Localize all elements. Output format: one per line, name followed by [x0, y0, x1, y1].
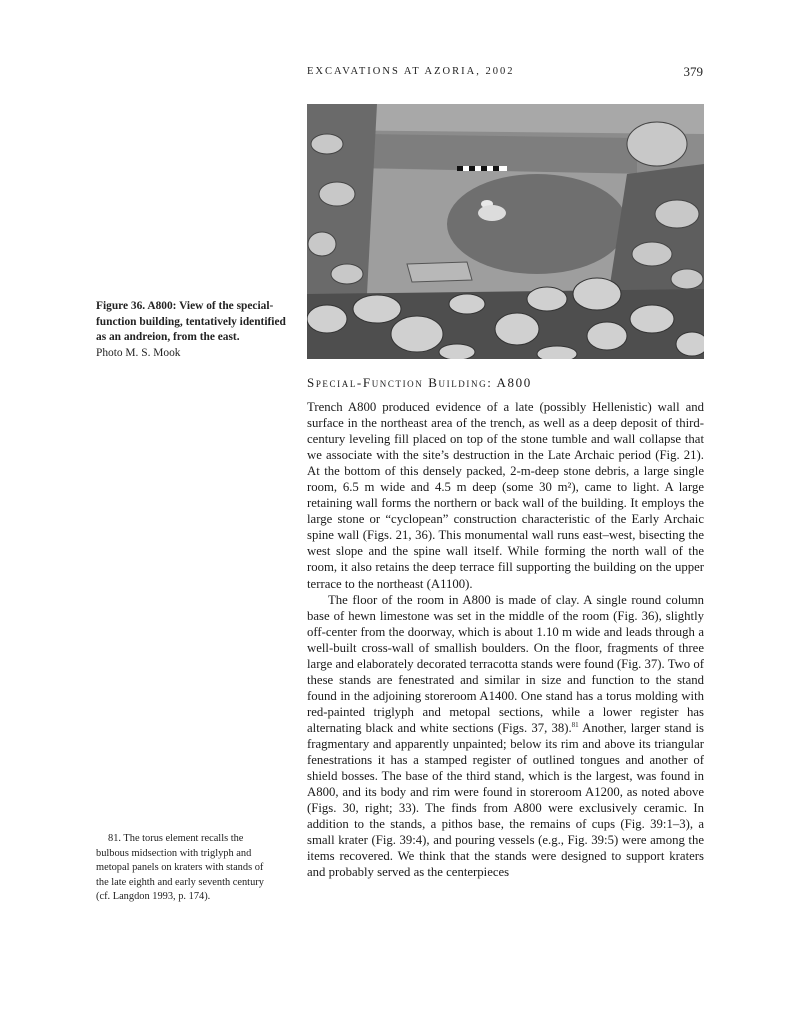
- caption-title: Figure 36. A800: View of the special-function building, tentatively identified as an andreion, from the east.: [96, 300, 286, 343]
- caption-credit: Photo M. S. Mook: [96, 346, 181, 359]
- footnote: [96, 832, 264, 905]
- paragraph-2: [307, 592, 704, 881]
- running-head: EXCAVATIONS AT AZORIA, 2002: [307, 66, 515, 77]
- figure-caption: [96, 299, 286, 361]
- excavation-photo: [307, 104, 704, 359]
- paragraph-2-text: The floor of the room in A800 is made of clay. A single round column base of hewn limestone was set in the middle of the room (Fig. 36), slightly off-center from the doorway, which is about 1.10 m wide and leads through a well-built cross-wall of smallish boulders. On the floor, fragments of three large and elaborately decorated terracotta stands were found (Fig. 37). Two of these stands are fenestrated and similar in size and function to the stand found in the adjoining storeroom A1400. One stand has a torus molding with red-painted triglyph and metopal sections, while a lower register has alternating black and white sections (Figs. 37, 38).: [307, 592, 704, 735]
- paragraph-1: Trench A800 produced evidence of a late (possibly Hellenistic) wall and surface in the northeast area of the trench, as well as a deep deposit of third-century leveling fill placed on top of the stone tumble and wall collapse that we associate with the site’s destruction in the Late Archaic period (Fig. 21). At the bottom of this densely packed, 2-m-deep stone debris, a large single room, 6.5 m wide and 4.5 m deep (some 30 m²), came to light. A large retaining wall forms the northern or back wall of the building. It employs the large stone or “cyclopean” construction characteristic of the Early Archaic spine wall (Figs. 21, 36). This monumental wall runs east–west, bisecting the west slope and the spine wall itself. While forming the north wall of the room, it also retains the deep terrace fill supporting the building on the upper terrace to the northeast (A1100).: [307, 400, 704, 591]
- page-number: 379: [683, 64, 703, 79]
- footnote-ref: 81: [571, 720, 579, 729]
- section-heading: Special-Function Building: A800: [307, 375, 532, 390]
- body-text: [307, 399, 704, 880]
- paragraph-2-continued: Another, larger stand is fragmentary and apparently unpainted; below its rim and above its triangular fenestrations it has a stamped register of outlined tongues and another of shield bosses. The base of the third stand, which is the largest, was found in A800, and its body and rim were found in storeroom A1200, as noted above (Figs. 30, right; 33). The finds from A800 were exclusively ceramic. In addition to the stands, a pithos base, the remains of cups (Fig. 39:1–3), a small krater (Fig. 39:4), and pouring vessels (e.g., Fig. 39:5) were among the items recovered. We think that the stands were designed to support kraters and probably served as the centerpieces: [307, 720, 705, 880]
- footnote-text: 81. The torus element recalls the bulbous midsection with triglyph and metopal panels on kraters with stands of the late eighth and early seventh century (cf. Langdon 1993, p. 174).: [96, 833, 264, 903]
